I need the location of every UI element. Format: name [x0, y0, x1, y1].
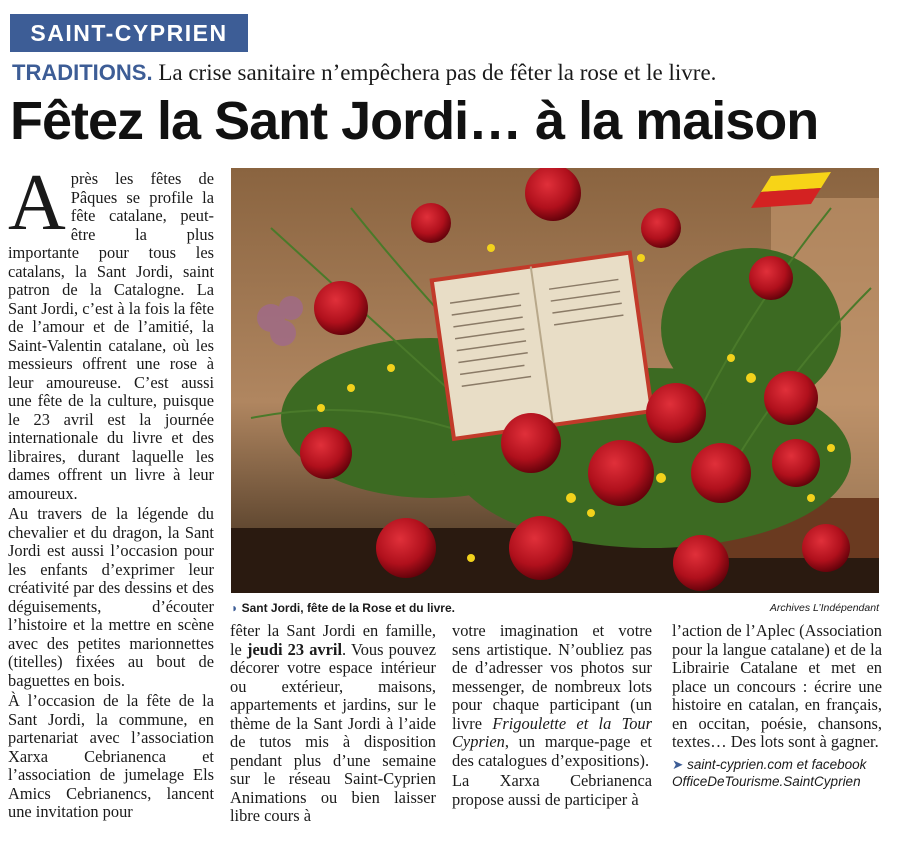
- section-kicker: SAINT-CYPRIEN: [10, 14, 248, 52]
- book-title: Frigoulette et la Tour Cyprien: [452, 713, 652, 751]
- paragraph-aplec: l’action de l’Aplec (Association pour la langue catalane) et de la Librairie Catalane et met en place un concours : écrire une histoire en catalan, en français, en occitan, poésie, chansons, textes… Des lots sont à gagner.: [672, 621, 882, 751]
- paragraph-invitation: À l’occasion de la fête de la Sant Jordi, la commune, en partenariat avec l’association Xarxa Cebrianenca et l’association de jumelage Els Amics Cebrianencs, lancent une invitation pour: [8, 691, 214, 821]
- website-reference: [672, 756, 882, 791]
- text-segment: votre imagination et votre sens artistique. N’oubliez pas de d’adresser vos photos sur messenger, de nombreux lots pour chaque participant (un livre: [452, 621, 652, 733]
- paragraph-xarxa: La Xarxa Cebrianenca propose aussi de participer à: [452, 771, 652, 809]
- drop-cap: A: [8, 159, 66, 247]
- photo-roses-and-book: [231, 168, 879, 593]
- text-segment: . Vous pouvez décorer votre espace intérieur ou extérieur, maisons, appartements et jardins, sur le thème de la Sant Jordi à l’aide de tutos mis à disposition pendant plus d’une semaine sur le réseau Saint-Cyprien Animations ou bien laisser libre cours à: [230, 639, 436, 825]
- article-column-1: [8, 159, 214, 824]
- article-column-4: [672, 622, 882, 791]
- article-photo: [231, 168, 879, 593]
- article-column-2: [230, 622, 436, 828]
- subheadline-text: La crise sanitaire n’empêchera pas de fêter la rose et le livre.: [158, 60, 717, 85]
- caption-marker-icon: ◗: [231, 601, 239, 615]
- photo-credit: Archives L’Indépendant: [769, 602, 879, 614]
- date-highlight: jeudi 23 avril: [247, 639, 343, 659]
- caption-text-wrap: [231, 601, 455, 615]
- paragraph-intro: [8, 159, 214, 503]
- text-segment: fêter la Sant Jordi en famille, le: [230, 621, 436, 659]
- paragraph-intro-text: près les fêtes de Pâques se profile la fête catalane, peut-être la plus importante pour tous les catalans, la Sant Jordi, saint patron de la Catalogne. La Sant Jordi, c’est à la fois la fête de l’amour et de l’amitié, la Saint-Valentin catalane, où les messieurs offrent une rose à leur amoureuse. C’est aussi une fête de la culture, puisque le 23 avril est la journée internationale du livre et des libraires, durant laquelle les dames offrent un livre à leur amoureux.: [8, 169, 214, 503]
- article-column-3: [452, 622, 652, 811]
- arrow-icon: ➤: [672, 756, 684, 772]
- paragraph-legend: Au travers de la légende du chevalier et du dragon, la Sant Jordi est aussi l’occasion pour les enfants d’exprimer leur créativité par des dessins et des déguisements, d’écouter l’histoire et la mettre en scène avec des petites marionnettes (titelles) fixées au bout de baguettes en bois.: [8, 504, 214, 690]
- paragraph-family: [230, 622, 436, 826]
- subheadline: [12, 60, 892, 86]
- caption-text: Sant Jordi, fête de la Rose et du livre.: [241, 601, 455, 615]
- text-segment: , un marque-page et des catalogues d’expositions).: [452, 732, 652, 770]
- page-title: Fêtez la Sant Jordi… à la maison: [10, 91, 819, 151]
- paragraph-imagination: [452, 622, 652, 770]
- photo-caption: [231, 601, 879, 617]
- website-link[interactable]: saint-cyprien.com et facebook OfficeDeTourisme.SaintCyprien: [672, 756, 867, 789]
- subheadline-tag: TRADITIONS.: [12, 60, 153, 85]
